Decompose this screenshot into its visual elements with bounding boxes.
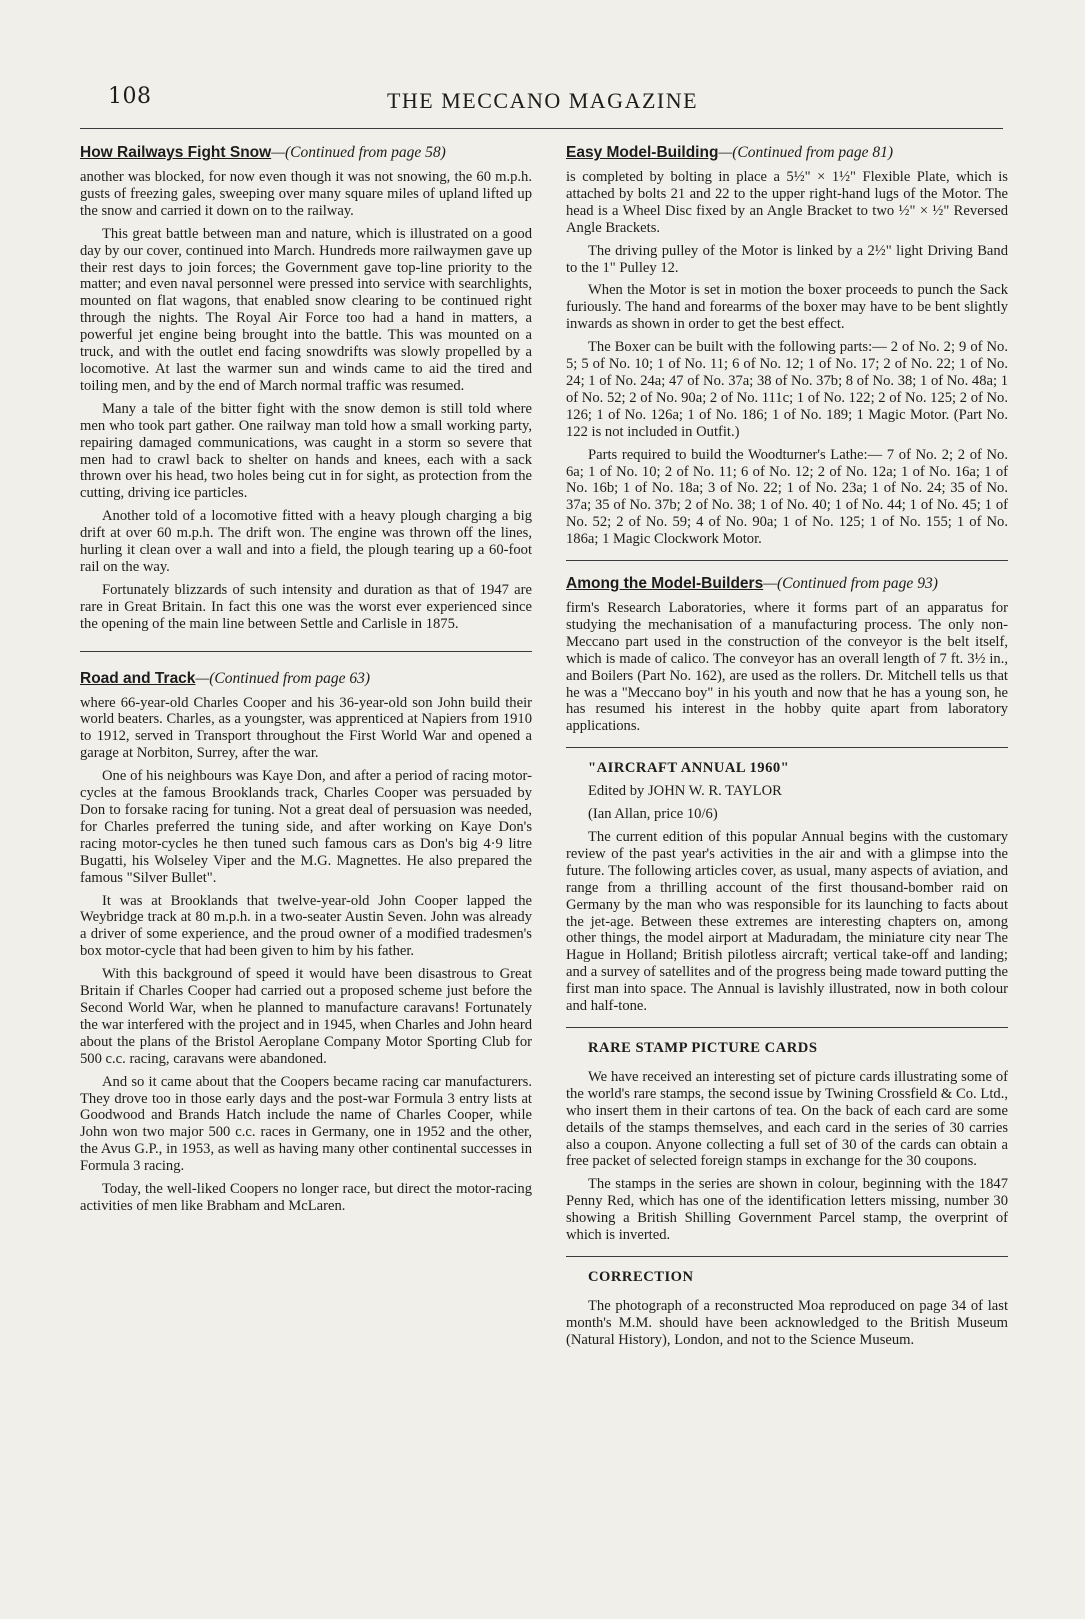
review-editor: Edited by JOHN W. R. TAYLOR: [588, 783, 782, 800]
article-title: Among the Model-Builders: [566, 575, 764, 593]
parts-list-lathe: Parts required to build the Woodturner's Lathe:— 7 of No. 2; 2 of No. 6a; 1 of No. 10; 2 of No. 11; 6 of No. 12; 2 of No. 12a; 1 of No. 16a; 1 of No. 16b; 1 of No. 18a; 3 of No. 22; 1 of No. 23a; 1 of No. 24; 35 of No. 37a; 35 of No. 37b; 2 of No. 38; 1 of No. 40; 1 of No. 44; 1 of No. 45; 1 of No. 52; 2 of No. 59; 4 of No. 90a; 1 of No. 125; 1 of No. 155; 1 of No. 186a; 1 Magic Clockwork Motor.: [566, 446, 1008, 548]
paragraph: One of his neighbours was Kaye Don, and after a period of racing motor-cycles at the famous Brooklands track, Charles Cooper was persuaded by Don to forsake racing for tuning. Not a great deal of persuasion was needed, for Charles preferred the tuning side, and after working on Kaye Don's racing motor-cycles he then tuned such famous cars as Don's big 4·9 litre Bugatti, his Wolseley Viper and the M.G. Magnettes. He also prepared the famous "Silver Bullet".: [80, 768, 532, 886]
paragraph: another was blocked, for now even though it was not snowing, the 60 m.p.h. gusts of freezing gales, sweeping over many square miles of upland lifted up the snow and carried it down on to the railway.: [80, 169, 532, 219]
page-number: 108: [108, 84, 152, 109]
section-divider: [80, 651, 532, 652]
header-rule: [80, 128, 1003, 129]
notice-title: RARE STAMP PICTURE CARDS: [588, 1039, 818, 1056]
continued-note: —(Continued from page 63): [195, 669, 371, 687]
paragraph: We have received an interesting set of picture cards illustrating some of the world's rare stamps, the second issue by Twining Crossfield & Co. Ltd., who insert them in their cartons of tea. On the back of each card are some details of the stamps themselves, and each card in the series of 30 carries also a coupon. Anyone collecting a full set of 30 of the cards can obtain a free packet of selected foreign stamps in exchange for the 30 coupons.: [566, 1068, 1008, 1170]
article-railways-snow: [80, 142, 532, 633]
paragraph: is completed by bolting in place a 5½" × 1½" Flexible Plate, which is attached by bolts 21 and 22 to the upper right-hand lugs of the Motor. The head is a Wheel Disc fixed by an Angle Bracket to two ½" × ½" Reversed Angle Brackets.: [566, 169, 1008, 236]
paragraph: The current edition of this popular Annual begins with the customary review of the past year's activities in the air and with a glimpse into the future. The following articles cover, as usual, many aspects of aviation, and range from a thrilling account of the first thousand-bomber raid on Germany by the man who was responsible for its launching to facts about the jet-age. Between these extremes are interesting chapters on, among other things, the model airport at Maduradam, the miniature city near The Hague in Holland; British pilotless aircraft; vertical take-off and landing; and a survey of satellites and of the progress being made toward putting the first man into space. The Annual is lavishly illustrated, now in both colour and half-tone.: [566, 829, 1008, 1015]
paragraph: The photograph of a reconstructed Moa reproduced on page 34 of last month's M.M. should have been acknowledged to the British Museum (Natural History), London, and not to the Science Museum.: [566, 1297, 1008, 1348]
continued-note: —(Continued from page 58): [271, 144, 446, 161]
article-title: How Railways Fight Snow: [80, 144, 272, 161]
continued-note: —(Continued from page 81): [718, 144, 894, 161]
notice-rare-stamp-cards: [566, 1040, 1008, 1244]
paragraph: Today, the well-liked Coopers no longer race, but direct the motor-racing activities of men like Brabham and McLaren.: [80, 1181, 532, 1214]
section-divider: [566, 1256, 1008, 1257]
right-column: [566, 134, 1008, 1355]
article-heading: [566, 573, 1008, 594]
section-divider: [566, 747, 1008, 748]
paragraph: With this background of speed it would have been disastrous to Great Britain if Charles Cooper had carried out a proposed scheme just before the Second World War, when he planned to manufacture caravans! Fortunately the war interfered with the project and in 1945, when Charles and John heard about the plans of the Bristol Aeroplane Company Motor Sporting Club for 500 c.c. racing, caravans were abandoned.: [80, 966, 532, 1067]
paragraph: This great battle between man and nature, which is illustrated on a good day by our cover, continued into March. Hundreds more railwaymen gave up their rest days to join forces; the Government gave top-line priority to the matter; and even naval personnel were pressed into service with searchlights, mounted on flat wagons, that enabled snow clearing to be continued right through the nights. The Royal Air Force too had a hand in matters, a powerful jet engine being brought into the battle. This was mounted on a truck, and with the outlet end facing snowdrifts was slowly propelled by a locomotive. At last the warmer sun and winds came to aid the tired and toiling men, and by the end of March normal traffic was resumed.: [80, 225, 532, 394]
paragraph: The driving pulley of the Motor is linked by a 2½" light Driving Band to the 1" Pulley 12.: [566, 242, 1008, 276]
paragraph: When the Motor is set in motion the boxer proceeds to punch the Sack furiously. The hand and forearms of the boxer may have to be bent slightly inwards as shown in order to get the best effect.: [566, 282, 1008, 333]
article-easy-model-building: [566, 142, 1008, 548]
paragraph: Fortunately blizzards of such intensity and duration as that of 1947 are rare in Great Britain. In fact this one was the worst ever experienced since the opening of the main line between Settle and Carlisle in 1875.: [80, 581, 532, 632]
article-heading: [80, 668, 532, 689]
review-aircraft-annual: [566, 760, 1008, 1015]
left-column: [80, 134, 532, 1221]
paragraph: firm's Research Laboratories, where it forms part of an apparatus for studying the mechanisation of a manufacturing process. The only non-Meccano part used in the construction of the conveyor is the belt itself, which is made of calico. The conveyor has an overall length of 7 ft. 3½ in., and Boilers (Part No. 162), are used as the rollers. Dr. Mitchell tells us that he was a "Meccano boy" in his youth and now that he has a young son, he has resumed his interest in the hobby quite apart from laboratory applications.: [566, 600, 1008, 735]
article-heading: [566, 142, 1008, 163]
article-among-model-builders: [566, 573, 1008, 735]
magazine-title: THE MECCANO MAGAZINE: [386, 88, 699, 113]
article-road-and-track: [80, 668, 532, 1215]
section-divider: [566, 1027, 1008, 1028]
paragraph: The stamps in the series are shown in colour, beginning with the 1847 Penny Red, which has one of the identification letters missing, number 30 showing a British Shilling Government Parcel stamp, the overprint of which is inverted.: [566, 1176, 1008, 1244]
notice-correction: [566, 1269, 1008, 1349]
continued-note: —(Continued from page 93): [763, 575, 938, 593]
section-divider: [566, 560, 1008, 561]
paragraph: where 66-year-old Charles Cooper and his 36-year-old son John build their world beaters. Charles, as a youngster, was apprenticed at Napiers from 1910 to 1912, served in Transport throughout the First World War and opened a garage at Norbiton, Surrey, after the war.: [80, 694, 532, 762]
article-title: Easy Model-Building: [566, 144, 719, 161]
review-title: "AIRCRAFT ANNUAL 1960": [588, 760, 790, 777]
paragraph: Another told of a locomotive fitted with a heavy plough charging a big drift at over 60 m.p.h. The drift won. The engine was thrown off the lines, hurling it clean over a wall and into a field, the plough tearing up a 60-foot rail on the way.: [80, 508, 532, 575]
paragraph: Many a tale of the bitter fight with the snow demon is still told where men who took part gather. One railway man told how a small working party, repairing damaged communications, was caught in a storm so severe that men had to crawl back to shelter on hands and knees, each with a sack thrown over his head, two holes being cut in for sight, as protection from the cutting, driving ice particles.: [80, 400, 532, 502]
paragraph: It was at Brooklands that twelve-year-old John Cooper lapped the Weybridge track at 80 m.p.h. in a two-seater Austin Seven. John was already a driver of some experience, and the proud owner of a modified tradesmen's box motor-cycle that had been given to him by his father.: [80, 892, 532, 960]
article-title: Road and Track: [80, 669, 196, 687]
page-header: [0, 84, 1085, 120]
notice-title: CORRECTION: [588, 1268, 694, 1285]
article-heading: [80, 142, 532, 163]
review-publisher: (Ian Allan, price 10/6): [588, 806, 718, 823]
paragraph: And so it came about that the Coopers became racing car manufacturers. They drove too in those early days and the post-war Formula 3 entry lists at Goodwood and Brands Hatch include the name of Charles Cooper, while John won two major 500 c.c. races in Germany, one in 1952 and the other, the Avus G.P., in 1953, as well as having many other continental successes in Formula 3 racing.: [80, 1073, 532, 1175]
parts-list-boxer: The Boxer can be built with the following parts:— 2 of No. 2; 9 of No. 5; 5 of No. 10; 1 of No. 11; 6 of No. 12; 1 of No. 17; 2 of No. 22; 1 of No. 24; 1 of No. 24a; 47 of No. 37a; 38 of No. 37b; 8 of No. 38; 1 of No. 48a; 1 of No. 52; 2 of No. 90a; 2 of No. 111c; 1 of No. 122; 2 of No. 125; 2 of No. 126; 1 of No. 126a; 1 of No. 186; 1 of No. 189; 1 Magic Motor. (Part No. 122 is not included in Outfit.): [566, 339, 1008, 440]
